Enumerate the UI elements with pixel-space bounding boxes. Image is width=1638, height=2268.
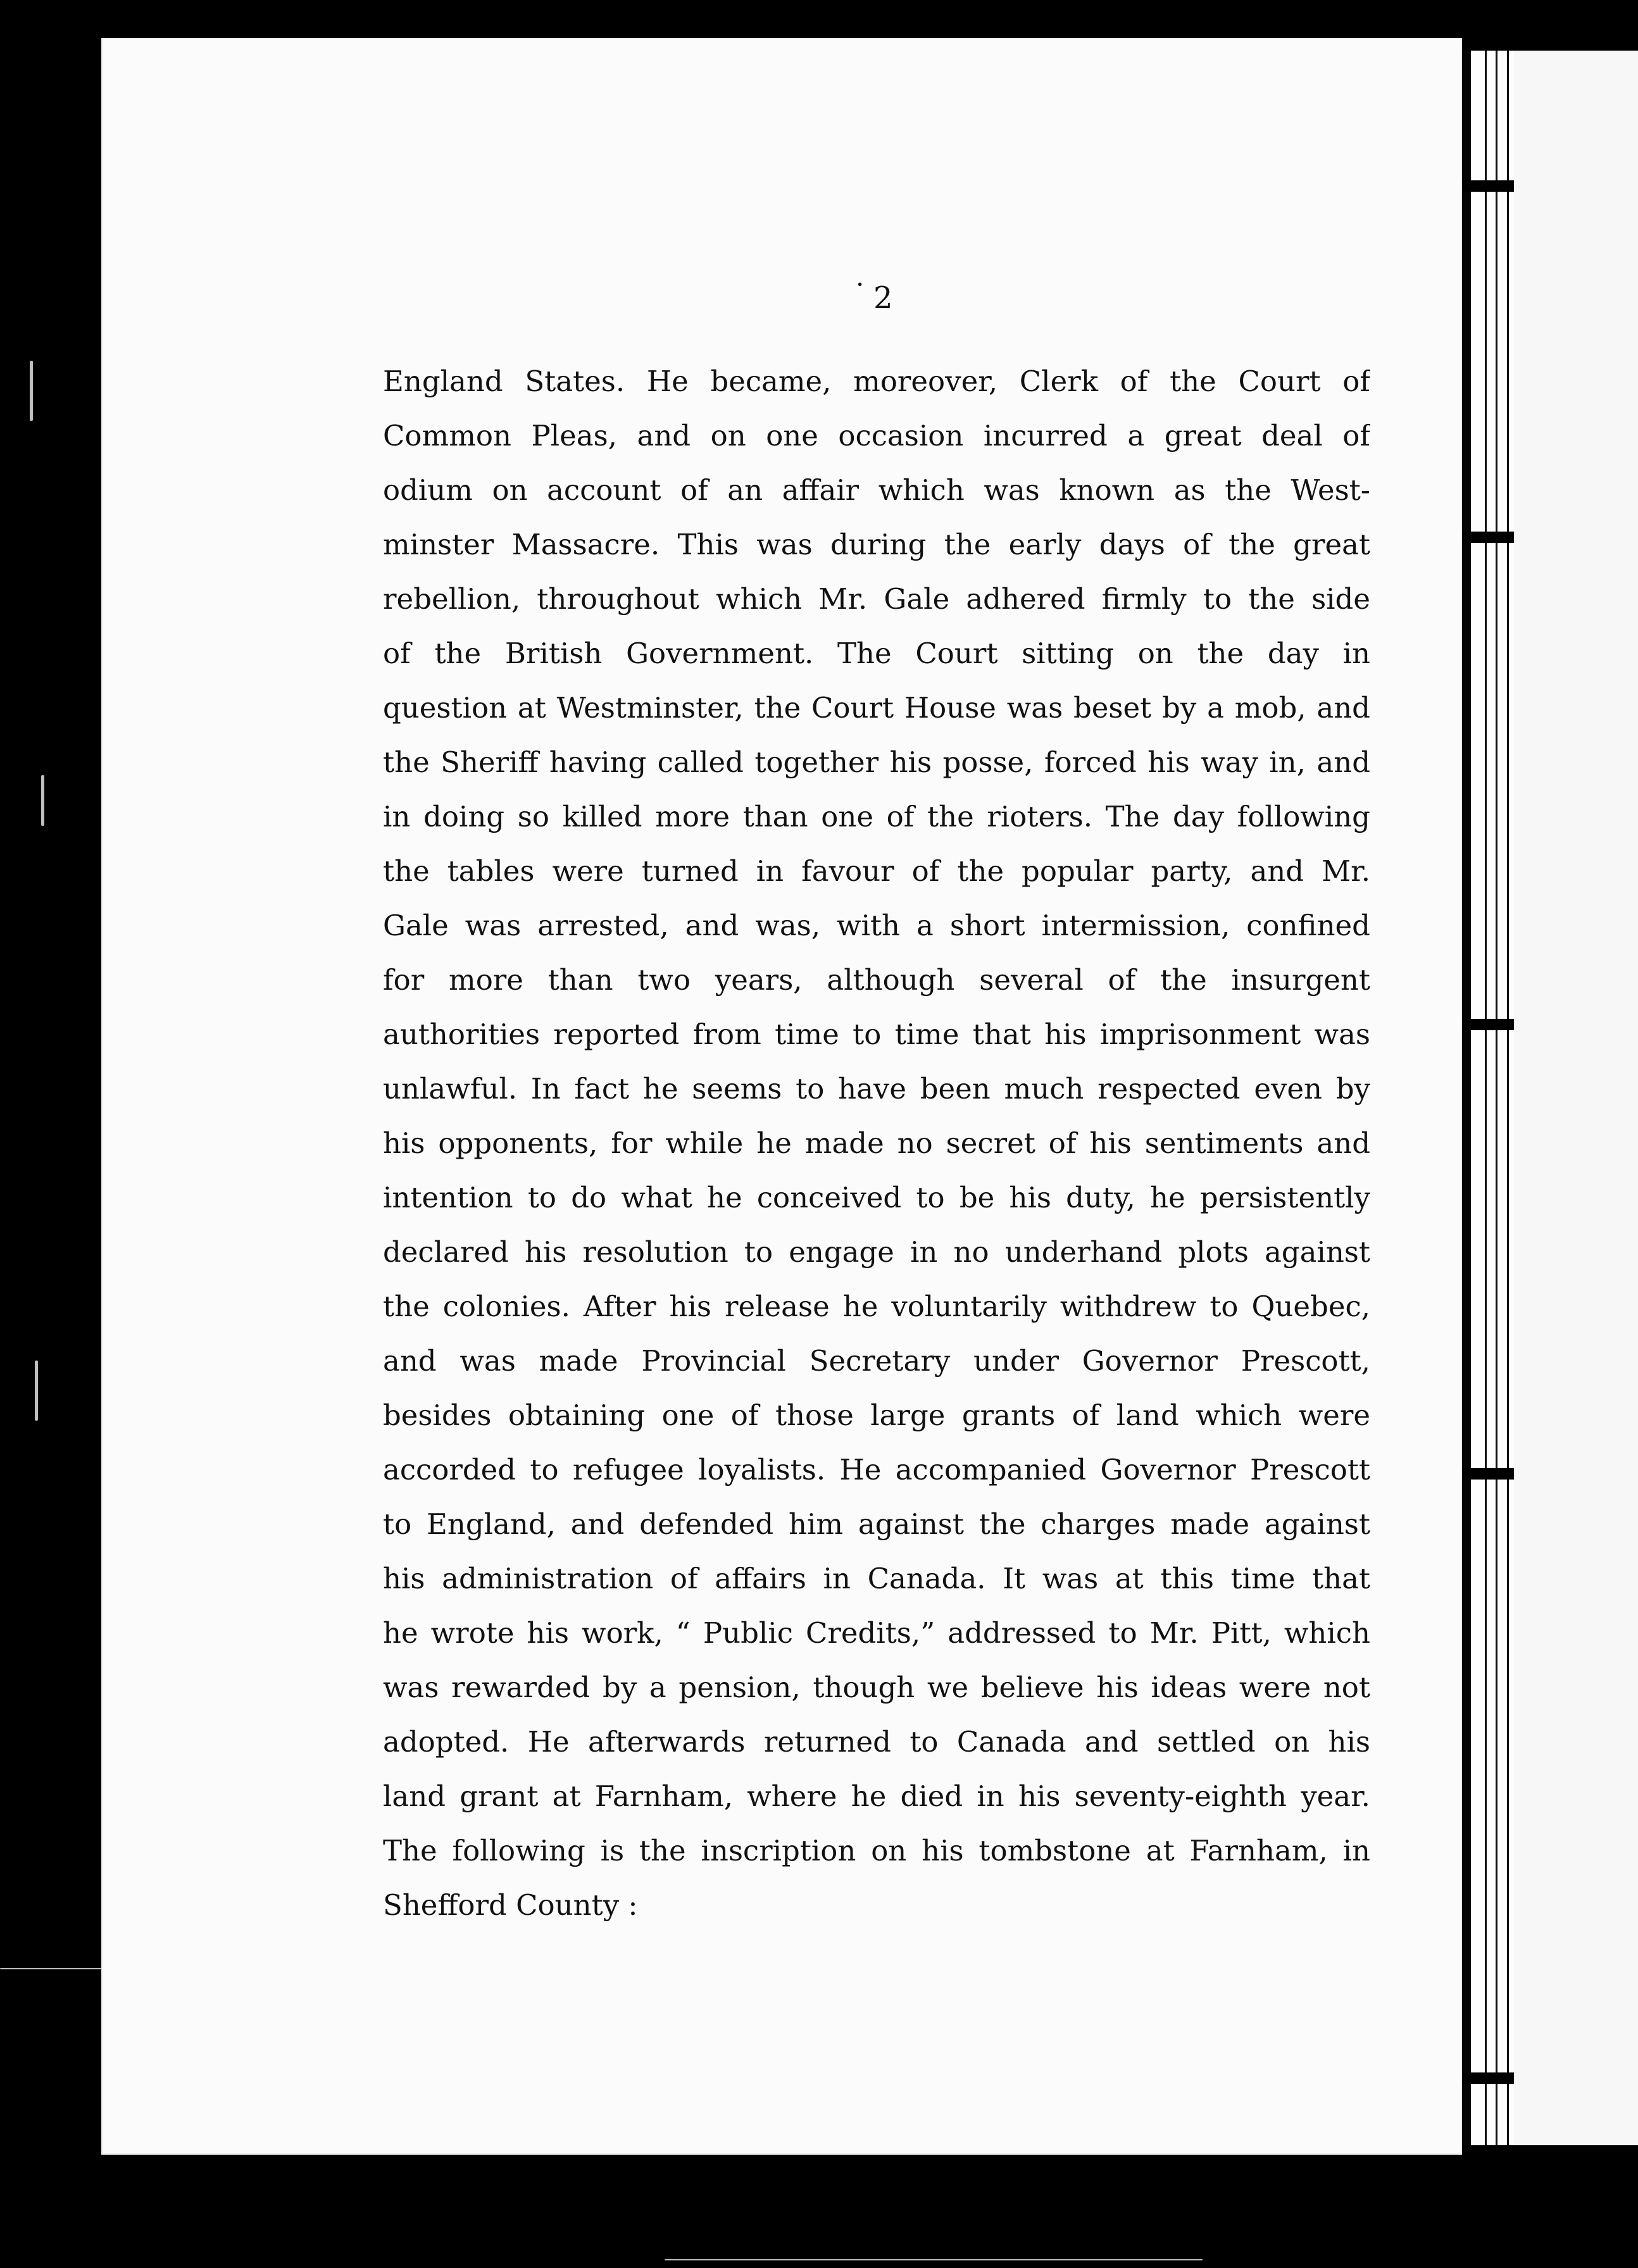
- book-page: [101, 38, 1462, 2155]
- text-line: was rewarded by a pension, though we believe his ideas were not: [383, 1671, 1370, 1704]
- text-line: England States. He became, moreover, Clerk of the Court of: [383, 364, 1370, 398]
- scan-mark: [35, 1361, 38, 1421]
- text-line: in doing so killed more than one of the rioters. The day following: [383, 800, 1370, 833]
- text-line: his opponents, for while he made no secret of his sentiments and: [383, 1126, 1370, 1160]
- text-line: accorded to refugee loyalists. He accompanied Governor Prescott: [383, 1453, 1370, 1486]
- text-line: Gale was arrested, and was, with a short intermission, confined: [383, 909, 1370, 942]
- text-line: the colonies. After his release he voluntarily withdrew to Quebec,: [383, 1290, 1370, 1323]
- text-line: for more than two years, although several of the insurgent: [383, 963, 1370, 997]
- text-line: declared his resolution to engage in no underhand plots against: [383, 1235, 1370, 1269]
- text-line: question at Westminster, the Court House was beset by a mob, and: [383, 691, 1370, 725]
- text-line: and was made Provincial Secretary under Governor Prescott,: [383, 1344, 1370, 1378]
- spine-line: [1496, 51, 1497, 2145]
- text-line: rebellion, throughout which Mr. Gale adhered firmly to the side: [383, 582, 1370, 616]
- binding-stitch: [1463, 1468, 1522, 1480]
- scan-mark: [41, 775, 44, 826]
- text-line: besides obtaining one of those large grants of land which were: [383, 1399, 1370, 1432]
- binding-stitch: [1463, 180, 1522, 192]
- text-line: he wrote his work, “ Public Credits,” addressed to Mr. Pitt, which: [383, 1616, 1370, 1650]
- book-spine-edge: [1463, 51, 1522, 2145]
- text-line: land grant at Farnham, where he died in his seventy-eighth year.: [383, 1779, 1370, 1813]
- spine-line: [1485, 51, 1487, 2145]
- text-line: unlawful. In fact he seems to have been much respected even by: [383, 1072, 1370, 1106]
- text-line: minster Massacre. This was during the early days of the great: [383, 528, 1370, 561]
- page-number: · 2: [873, 280, 894, 316]
- body-text: [383, 354, 1370, 1933]
- scan-mark: [30, 361, 33, 421]
- text-line: authorities reported from time to time that his imprisonment was: [383, 1018, 1370, 1051]
- text-line: adopted. He afterwards returned to Canada and settled on his: [383, 1725, 1370, 1759]
- text-line: to England, and defended him against the charges made against: [383, 1507, 1370, 1541]
- binding-stitch: [1463, 1019, 1522, 1030]
- scan-mark: [0, 1968, 101, 1969]
- text-line: his administration of affairs in Canada. It was at this time that: [383, 1562, 1370, 1595]
- text-line: intention to do what he conceived to be his duty, he persistently: [383, 1181, 1370, 1214]
- adjacent-page-edge: [1514, 51, 1638, 2145]
- binding-stitch: [1463, 2072, 1522, 2084]
- text-line: the tables were turned in favour of the popular party, and Mr.: [383, 854, 1370, 888]
- text-line: The following is the inscription on his tombstone at Farnham, in: [383, 1834, 1370, 1867]
- scan-mark: [665, 2259, 1203, 2260]
- text-line: Shefford County :: [383, 1888, 638, 1922]
- text-line: Common Pleas, and on one occasion incurred a great deal of: [383, 419, 1370, 452]
- text-line: of the British Government. The Court sitting on the day in: [383, 637, 1370, 670]
- text-line: the Sheriff having called together his posse, forced his way in, and: [383, 745, 1370, 779]
- text-line: odium on account of an affair which was known as the West-: [383, 473, 1370, 507]
- binding-stitch: [1463, 532, 1522, 543]
- spine-line: [1507, 51, 1509, 2145]
